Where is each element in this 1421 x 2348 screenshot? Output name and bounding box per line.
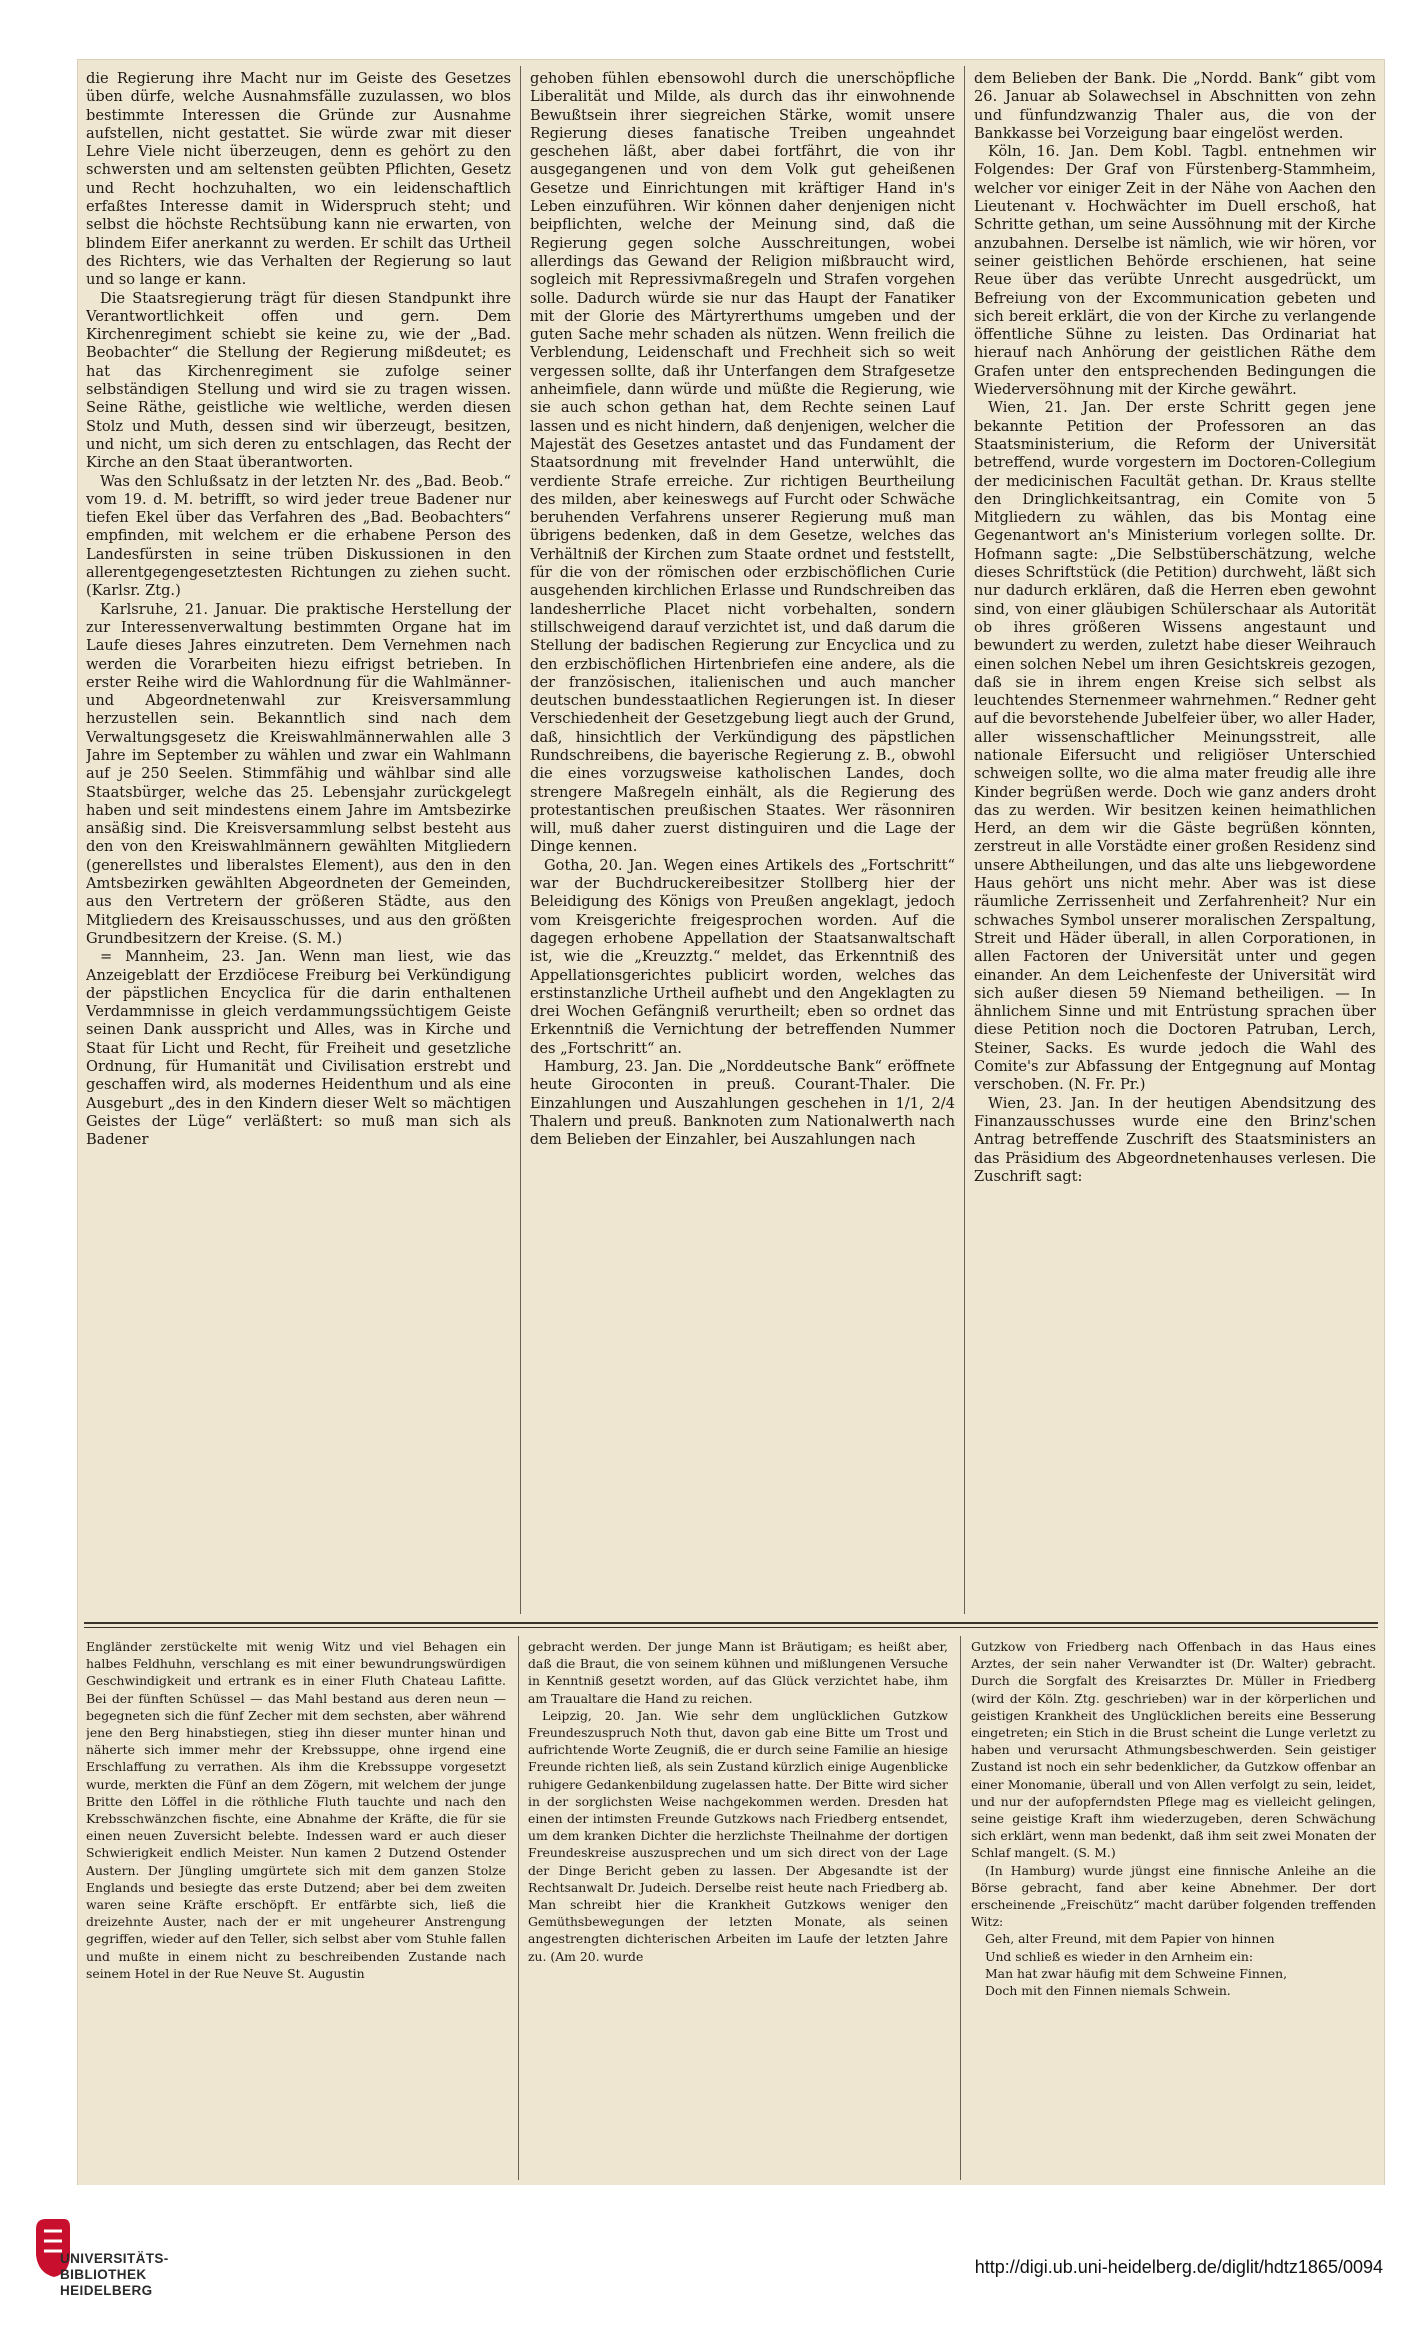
article-paragraph: gehoben fühlen ebensowohl durch die unerschöpfliche Liberalität und Milde, als durch das ihr einwohnende Bewußtsein ihrer siegreichen Stärke, womit unsere Regierung dieses fanatische Treiben ungeahndet geschehen läßt, aber dabei fortfährt, die von ihr ausgegangenen und von dem Volk gut geheißenen Gesetze und Einrichtungen mit kräftiger Hand in's Leben einzuführen. Wir können daher denjenigen nicht beipflichten, welche der Meinung sind, daß die Regierung gegen solche Ausschreitungen, wobei allerdings das Gewand der Religion mißbraucht wird, sogleich mit Repressivmaßregeln und Strafen vorgehen solle. Dadurch würde sie nur das Haupt der Fanatiker mit der Glorie des Märtyrerthums umgeben und der guten Sache mehr schaden als nützen. Wenn freilich die Verblendung, Leidenschaft und Frechheit sich so weit vergessen sollte, daß ihr Unterfangen dem Strafgesetze anheimfiele, dann würde und müßte die Regierung, wie sie auch schon gethan hat, dem Rechte seinen Lauf lassen und es nicht hindern, daß denjenigen, welcher die Majestät des Gesetzes antastet und das Fundament der Staatsordnung mit frevelnder Hand unterwühlt, die verdiente Strafe erreiche. Zur richtigen Beurtheilung des milden, aber keineswegs auf Furcht oder Schwäche beruhenden Verfahrens unserer Regierung muß man übrigens bedenken, daß in dem Gesetze, welches das Verhältniß der Kirchen zum Staate ordnet und feststellt, für die von der römischen oder erzbischöflichen Curie ausgehenden kirchlichen Erlasse und Rundschreiben das landesherrliche Placet nicht vorbehalten, sondern stillschweigend darauf verzichtet ist, und daß darum die Stellung der badischen Regierung zur Encyclica und zu den erzbischöflichen Hirtenbriefen eine andere, als die der französischen, italienischen und auch mancher deutschen bundesstaatlichen Regierungen ist. In dieser Verschiedenheit der Gesetzgebung liegt auch der Grund, daß, hinsichtlich der Verkündigung des päpstlichen Rundschreibens, die bayerische Regierung z. B., obwohl die eines vorzugsweise katholischen Landes, doch strengere Maßregeln einhält, als die Regierung des protestantischen preußischen Staates. Wer räsonniren will, muß daher zuerst distinguiren und die Lage der Dinge kennen. [530, 70, 955, 856]
library-name-line: HEIDELBERG [60, 2283, 153, 2298]
column-divider [520, 66, 521, 1614]
feuilleton-column-2 [528, 1638, 948, 2178]
library-logo-text [60, 2251, 169, 2299]
article-paragraph: Die Staatsregierung trägt für diesen Standpunkt ihre Verantwortlichkeit offen und gern. Dem Kirchenregiment schiebt sie keine zu, wie der „Bad. Beobachter“ die Stellung der Regierung mißdeutet; es hat das Kirchenregiment sie zufolge seiner selbständigen Stellung und wird sie zu tragen wissen. Seine Räthe, geistliche wie weltliche, werden diesen Stolz und Muth, dessen sind wir überzeugt, besitzen, und nicht, um sich deren zu entschlagen, das Recht der Kirche an den Staat überantworten. [86, 289, 511, 472]
feuilleton-paragraph: Engländer zerstückelte mit wenig Witz und viel Behagen ein halbes Feldhuhn, verschlang es mit einer bewundrungswürdigen Geschwindigkeit und ertrank es in einer Fluth Chateau Lafitte. Bei der fünften Schüssel — das Mahl bestand aus deren neun — begegneten sich die fünf Zecher mit dem sechsten, aber während jene den Berg hinabstiegen, stieg ihn dieser munter hinan und näherte sich immer mehr der Krebssuppe, ohne irgend eine Erschlaffung zu verrathen. Als ihm die Krebssuppe vorgesetzt wurde, merkten die Fünf an dem Zögern, mit welchem der junge Britte den Löffel in die röthliche Fluth tauchte und nach den Krebsschwänzchen fischte, eine Abnahme der Kräfte, die für sie einen neuen Zuversicht belebte. Indessen ward er auch dieser Schwierigkeit endlich Meister. Nun kamen 2 Dutzend Ostender Austern. Der Jüngling umgürtete sich mit dem ganzen Stolze Englands und besiegte das erste Dutzend; aber bei dem zweiten waren seine Kräfte erschöpft. Er entfärbte sich, ließ die dreizehnte Auster, nach der er mit ungeheurer Anstrengung gegriffen, wieder auf den Teller, sich selbst aber vom Stuhle fallen und mußte in einem nicht zu beschreibenden Zustande nach seinem Hotel in der Rue Neuve St. Augustin [86, 1639, 506, 1981]
feuilleton-section [78, 1632, 1384, 2185]
article-paragraph: die Regierung ihre Macht nur im Geiste des Gesetzes üben dürfe, welche Ausnahmsfälle zuzulassen, wo blos bestimmte Interessen die Gründe zur Ausnahme aufstellen, nicht gestattet. Sie würde zwar mit dieser Lehre Viele nicht überzeugen, denn es gehört zu den schwersten und am seltensten geübten Pflichten, Gesetz und Recht hochzuhalten, wo ein leidenschaftlich erfaßtes Interesse damit in Widerspruch steht; und selbst die höchste Rechtsübung kann nie erwarten, von blindem Eifer anerkannt zu werden. Er schilt das Urtheil des Richters, wie das Verhalten der Regierung so laut und so lange er kann. [86, 70, 511, 289]
feuilleton-divider [84, 1622, 1378, 1624]
verse-line: Und schließ es wieder in den Arnheim ein: [985, 1948, 1254, 1964]
feuilleton-paragraph: gebracht werden. Der junge Mann ist Bräutigam; es heißt aber, daß die Braut, die von seinem kühnen und mißlungenen Versuche in Kenntniß gesetzt worden, auf das Glück verzichtet habe, ihm am Traualtare die Hand zu reichen. [528, 1639, 948, 1706]
column-1 [86, 70, 511, 1615]
article-paragraph: dem Belieben der Bank. Die „Nordd. Bank“ gibt vom 26. Januar ab Solawechsel in Abschnitten von zehn und fünfundzwanzig Thaler aus, die von der Bankkasse bei Vorzeigung baar eingelöst werden. [974, 70, 1376, 142]
column-2 [530, 70, 955, 1615]
article-karlsruhe: Karlsruhe, 21. Januar. Die praktische Herstellung der zur Interessenverwaltung bestimmten Organe hat im Laufe dieses Jahres einzutreten. Dem Vernehmen nach werden die Vorarbeiten hiezu eifrigst betrieben. In erster Reihe wird die Wahlordnung für die Wahlmänner- und Abgeordnetenwahl zur Kreisversammlung herzustellen sein. Bekanntlich sind nach dem Verwaltungsgesetz die Kreiswahlmännerwahlen alle 3 Jahre im September zu wählen und zwar ein Wahlmann auf je 250 Seelen. Stimmfähig und wählbar sind alle Staatsbürger, welche das 25. Lebensjahr zurückgelegt haben und seit mindestens einem Jahre im Amtsbezirke ansäßig sind. Die Kreisversammlung selbst besteht aus den von den Kreiswahlmännern gewählten Mitgliedern (generellstes und liberalstes Element), aus den in den Amtsbezirken gewählten Abgeordneten der Gemeinden, aus den Vertretern der größeren Städte, aus den Mitgliedern des Kreisausschusses, und aus den größten Grundbesitzern der Kreise. (S. M.) [86, 600, 511, 947]
upper-section [78, 60, 1384, 1620]
article-koeln: Köln, 16. Jan. Dem Kobl. Tagbl. entnehmen wir Folgendes: Der Graf von Fürstenberg-Stammheim, welcher vor einiger Zeit in der Nähe von Aachen den Lieutenant v. Hochwächter im Duell erschoß, hat Schritte gethan, um seine Aussöhnung mit der Kirche anzubahnen. Derselbe ist nämlich, wie wir hören, vor seiner geistlichen Behörde erschienen, hat seine Reue über das verübte Unrecht ausgedrückt, um Befreiung von der Excommunication gebeten und sich bereit erklärt, die von der Kirche zu verlangende öffentliche Sühne zu leisten. Das Ordinariat hat hierauf nach Anhörung der geistlichen Räthe dem Grafen unter den entsprechenden Bedingungen die Wiederversöhnung mit der Kirche gewährt. [974, 143, 1376, 399]
column-divider [518, 1636, 519, 2180]
article-mannheim: = Mannheim, 23. Jan. Wenn man liest, wie das Anzeigeblatt der Erzdiöcese Freiburg bei Verkündigung der päpstlichen Encyclica für die darin enthaltenen Verdammnisse in gleich verdammungssüchtigem Geiste seinen Dank ausspricht und Alles, was in Kirche und Staat für Licht und Recht, für Freiheit und gesetzliche Ordnung, für Humanität und Civilisation erstrebt und geschaffen wird, als modernes Heidenthum und als eine Ausgeburt „des in den Kindern dieser Welt so mächtigen Geistes der Lüge“ verläßtert: so muß man sich als Badener [86, 948, 511, 1149]
feuilleton-column-3 [971, 1638, 1376, 2178]
feuilleton-column-1 [86, 1638, 506, 2178]
article-wien-23: Wien, 23. Jan. In der heutigen Abendsitzung des Finanzausschusses wurde eine den Brinz'schen Antrag betreffende Zuschrift des Staatsministers an das Präsidium des Abgeordnetenhauses verlesen. Die Zuschrift sagt: [974, 1094, 1376, 1185]
feuilleton-divider-thin [84, 1627, 1378, 1628]
feuilleton-paragraph: Gutzkow von Friedberg nach Offenbach in das Haus eines Arztes, der sein naher Verwandter ist (Dr. Walter) gebracht. Durch die Sorgfalt des Kreisarztes Dr. Müller in Friedberg (wird der Köln. Ztg. geschrieben) war in der körperlichen und geistigen Krankheit des Unglücklichen bereits eine Besserung eingetreten; ein Stich in die Brust scheint die Lunge verletzt zu haben und verursacht Athmungsbeschwerden. Sein geistiger Zustand ist noch ein sehr bedenklicher, da Gutzkow offenbar an einer Monomanie, überall und von Allen verfolgt zu sein, leidet, und nur der aufopferndsten Pflege mag es vielleicht gelingen, seine geistige Kraft ihm wiederzugeben, deren Schwächung sich erklärt, wenn man bedenkt, daß ihm seit zwei Monaten der Schlaf mangelt. (S. M.) [971, 1639, 1376, 1861]
article-wien-21: Wien, 21. Jan. Der erste Schritt gegen jene bekannte Petition der Professoren an das Staatsministerium, die Reform der Universität betreffend, wurde vorgestern im Doctoren-Collegium der medicinischen Facultät gethan. Dr. Kraus stellte den Dringlichkeitsantrag, ein Comite von 5 Mitgliedern zu wählen, das bis Montag eine Gegenantwort an's Ministerium vorlegen sollte. Dr. Hofmann sagte: „Die Selbstüberschätzung, welche dieses Schriftstück (die Petition) durchweht, läßt sich nur dadurch erklären, daß die Herren eben gewohnt sind, von einer gläubigen Schülerschaar als Autorität ob ihres größeren Wissens angestaunt und bewundert zu werden, zuletzt habe dieser Weihrauch einen solchen Nebel um ihren Gesichtskreis gezogen, daß sie in ihrem engen Kreise sich selbst als leuchtendes Sternenmeer wahrnehmen.“ Redner geht auf die bevorstehende Jubelfeier über, wo aller Hader, aller wissenschaftlicher Meinungsstreit, alle nationale Eifersucht und religiöser Unterschied schweigen sollte, wo die alma mater freudig alle ihre Kinder begrüßen werde. Doch wie ganz anders droht das zu werden. Wir besitzen keinen heimathlichen Herd, an dem wir die Gäste begrüßen könnten, zerstreut in alle Vorstädte einer großen Residenz sind unsere Abtheilungen, und das alte uns liebgewordene Haus gehört uns nicht mehr. Aber was ist diese räumliche Zerrissenheit und Zerfahrenheit? Nur ein schwaches Symbol unserer moralischen Zerspaltung, Streit und Häder überall, in allen Corporationen, in allen Factoren der Universität unter und gegen einander. An dem Leichenfeste der Universität wird sich außer diesen 59 Niemand betheiligen. — In ähnlichem Sinne und mit Entrüstung sprachen über diese Petition noch die Doctoren Patruban, Lerch, Steiner, Sacks. Es wurde jedoch die Wahl des Comite's zur Abfassung der Entgegnung auf Montag verschoben. (N. Fr. Pr.) [974, 399, 1376, 1094]
source-url[interactable]: http://digi.ub.uni-heidelberg.de/diglit/hdtz1865/0094 [974, 2257, 1383, 2277]
article-hamburg-witz: (In Hamburg) wurde jüngst eine finnische Anleihe an die Börse gebracht, fand aber keine Abnehmer. Der dort erscheinende „Freischütz“ macht darüber folgenden treffenden Witz: [971, 1862, 1376, 1930]
verse-line: Doch mit den Finnen niemals Schwein. [985, 1983, 1231, 1999]
footer-bar [0, 2185, 1421, 2348]
verse-line: Geh, alter Freund, mit dem Papier von hinnen [985, 1931, 1275, 1947]
column-divider [964, 66, 965, 1614]
library-name-line: BIBLIOTHEK [60, 2267, 147, 2282]
verse-line: Man hat zwar häufig mit dem Schweine Finnen, [985, 1965, 1288, 1981]
column-3 [974, 70, 1376, 1615]
article-gotha: Gotha, 20. Jan. Wegen eines Artikels des „Fortschritt“ war der Buchdruckereibesitzer Stollberg hier der Beleidigung des Königs von Preußen angeklagt, jedoch vom Kreisgerichte freigesprochen worden. Auf die dagegen erhobene Appellation der Staatsanwaltschaft ist, wie die „Kreuzztg.“ meldet, das Erkenntniß des Appellationsgerichtes publicirt worden, welches das erstinstanzliche Urtheil aufhebt und den Angeklagten zu drei Wochen Gefängniß verurtheilt; eben so ordnet das Erkenntniß die Vernichtung der betreffenden Nummer des „Fortschritt“ an. [530, 856, 955, 1057]
article-paragraph: Was den Schlußsatz in der letzten Nr. des „Bad. Beob.“ vom 19. d. M. betrifft, so wird jeder treue Badener nur tiefen Ekel über das Verfahren des „Bad. Beobachters“ empfinden, mit welchem er die erhabene Person des Landesfürsten in seine trüben Diskussionen in den allerentgegengesetztesten Richtungen zu ziehen sucht. (Karlsr. Ztg.) [86, 472, 511, 600]
newspaper-page [78, 60, 1384, 2185]
library-name-line: UNIVERSITÄTS- [60, 2251, 169, 2266]
column-divider [960, 1636, 961, 2180]
article-hamburg: Hamburg, 23. Jan. Die „Norddeutsche Bank“ eröffnete heute Giroconten in preuß. Courant-Thaler. Die Einzahlungen und Auszahlungen geschehen in 1/1, 2/4 Thalern und preuß. Banknoten zum Nationalwerth nach dem Belieben der Einzahler, bei Auszahlungen nach [530, 1058, 955, 1149]
article-leipzig: Leipzig, 20. Jan. Wie sehr dem unglücklichen Gutzkow Freundeszuspruch Noth thut, davon gab eine Bitte um Trost und aufrichtende Worte Zeugniß, die er durch seine Familie an hiesige Freunde richten ließ, als sein Zustand kürzlich einige Augenblicke ruhigere Gedankenbildung zugelassen hatte. Der Bitte wird sicher in der sorglichsten Weise nachgekommen werden. Dresden hat einen der intimsten Freunde Gutzkows nach Friedberg entsendet, um dem kranken Dichter die herzlichste Theilnahme der dortigen Freundeskreise auszusprechen und um sich direct von der Lage der Dinge Bericht geben zu lassen. Der Abgesandte ist der Rechtsanwalt Dr. Judeich. Derselbe reist heute nach Friedberg ab. Man schreibt hier die Krankheit Gutzkows weniger den Gemüthsbewegungen der letzten Monate, als seinen angestrengten dichterischen Arbeiten im Laufe der letzten Jahre zu. (Am 20. wurde [528, 1707, 948, 1964]
